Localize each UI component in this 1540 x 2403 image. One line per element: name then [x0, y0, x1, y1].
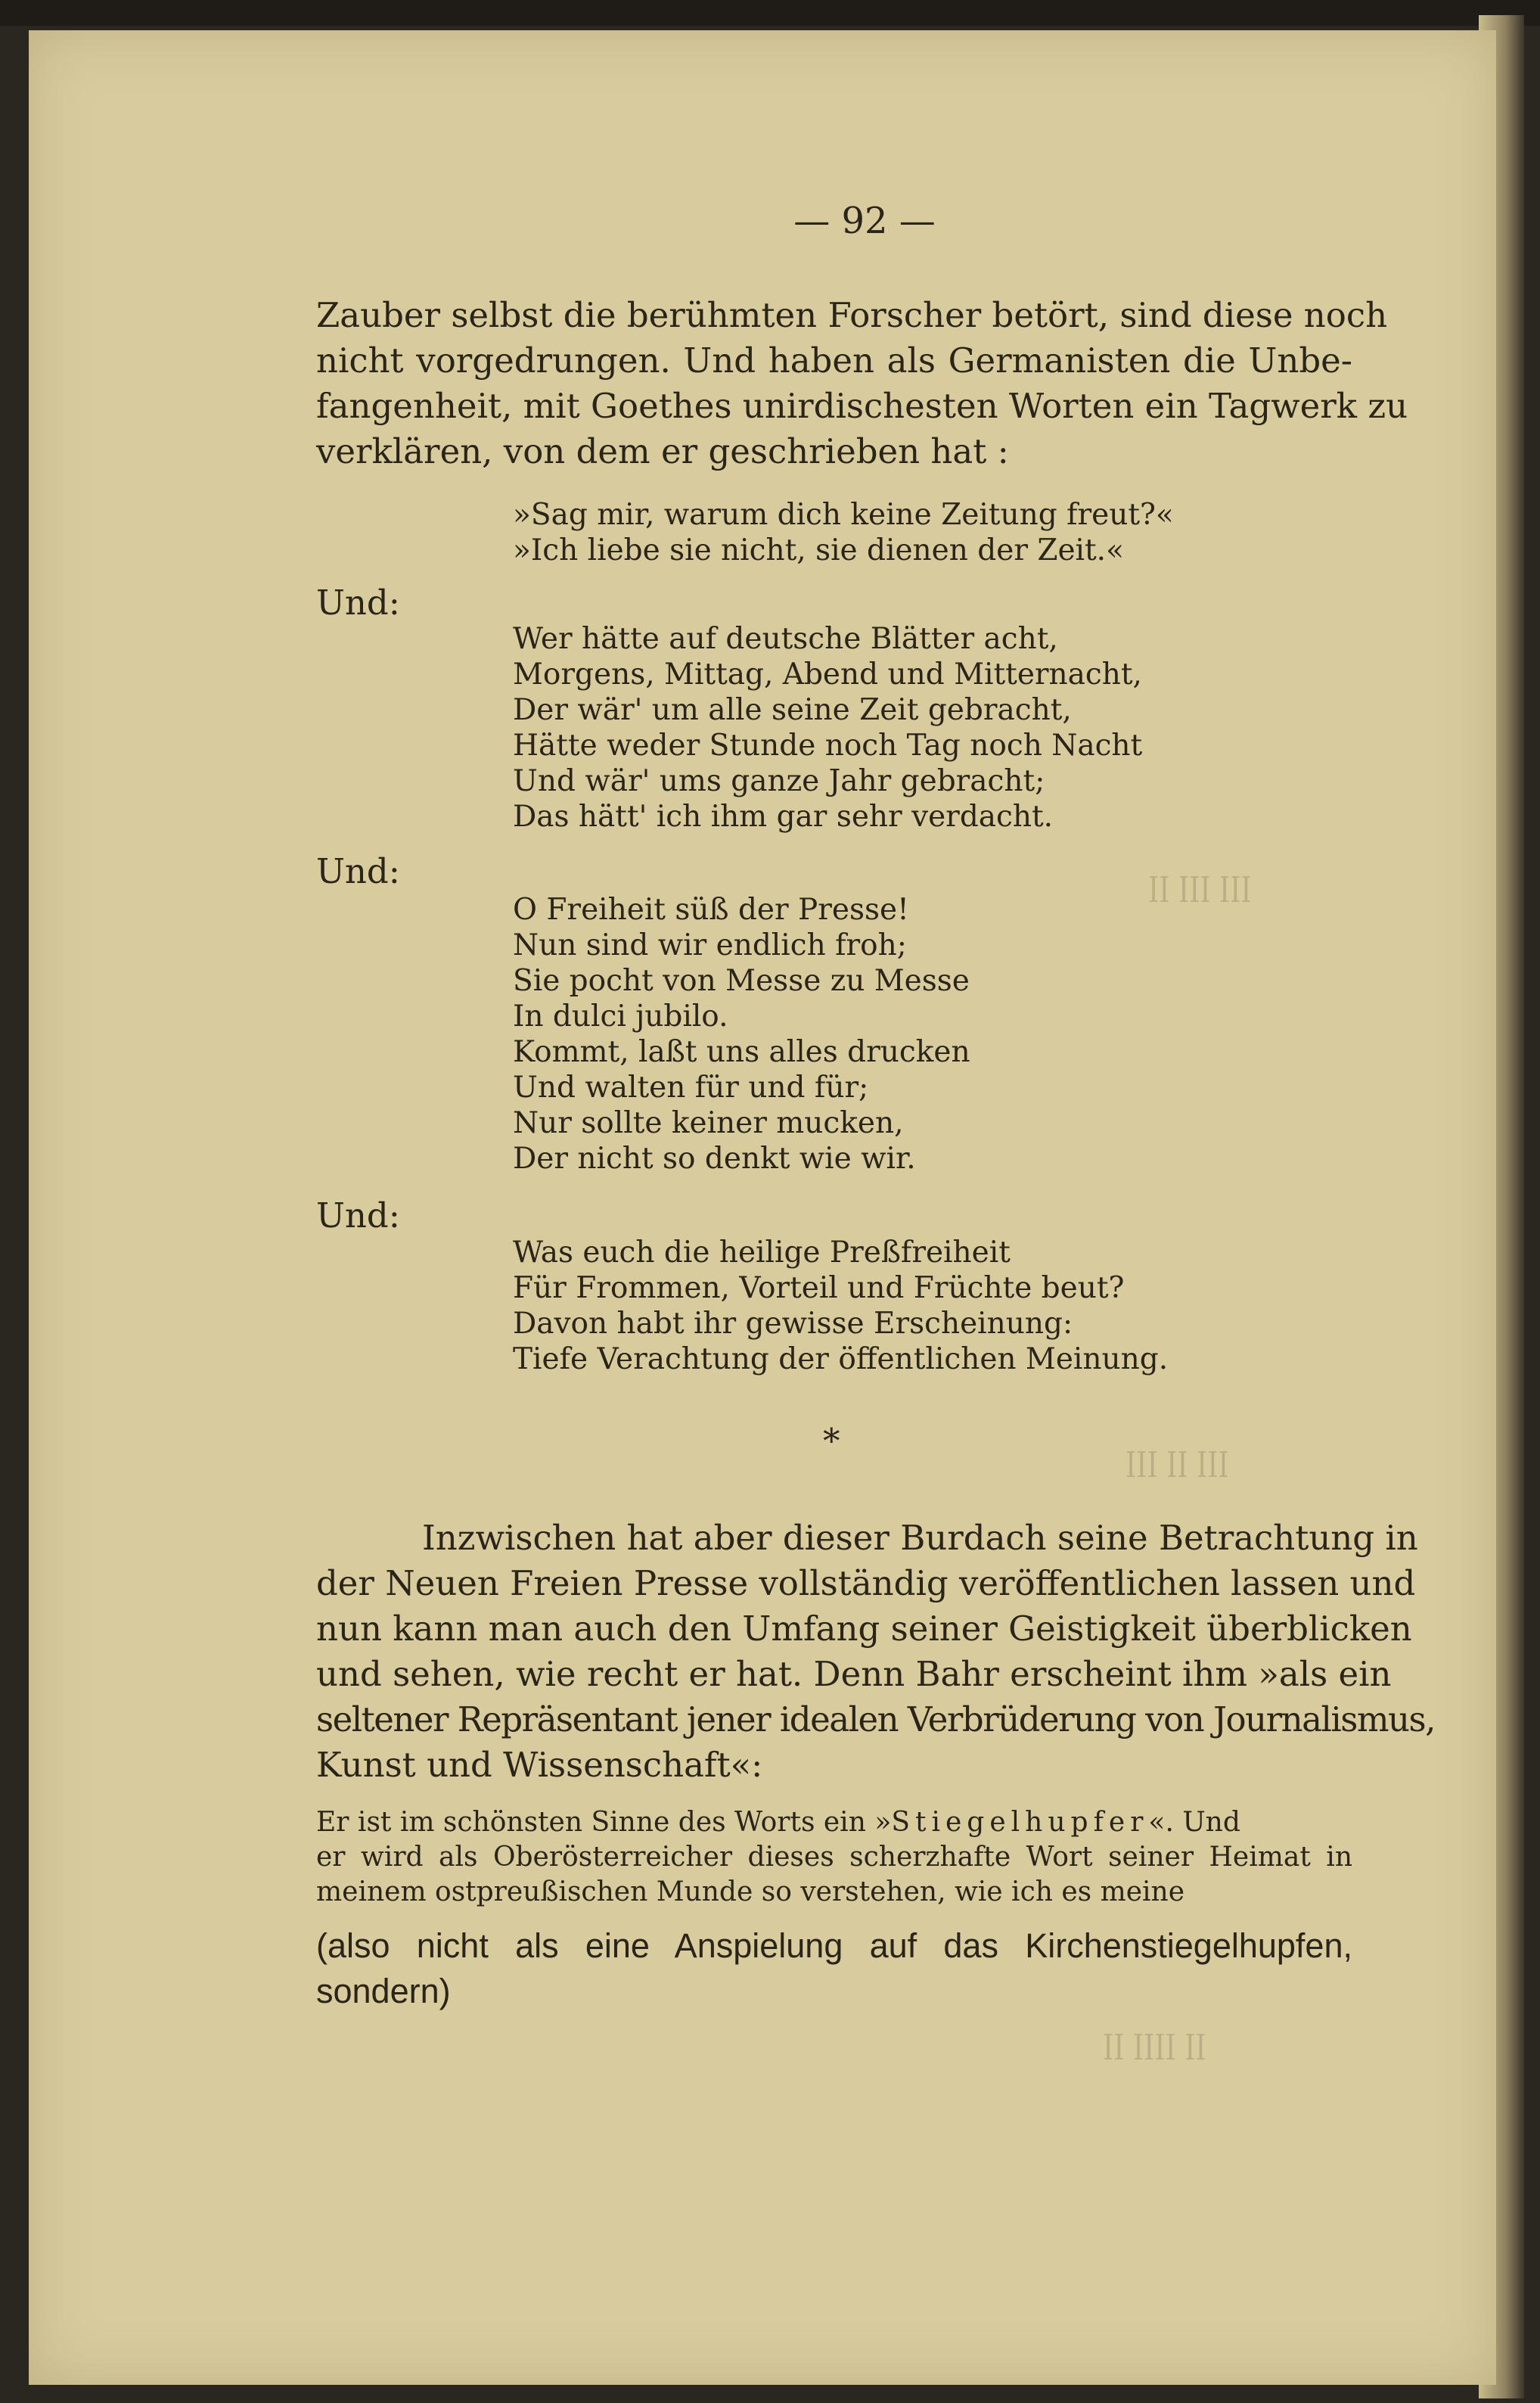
- verse-line: Was euch die heilige Preßfreiheit: [513, 1236, 1011, 1270]
- text-line: verklären, von dem er geschrieben hat :: [316, 431, 1009, 471]
- und-label: Und:: [316, 851, 400, 891]
- spaced-word: Stiegelhupfer: [891, 1807, 1149, 1838]
- verse-line: Kommt, laßt uns alles drucken: [513, 1035, 970, 1069]
- verse-line: Und walten für und für;: [513, 1071, 869, 1105]
- verse-line: Wer hätte auf deutsche Blätter acht,: [513, 622, 1058, 656]
- text-line: Kunst und Wissenschaft«:: [316, 1745, 763, 1785]
- text-line: der Neuen Freien Presse vollständig veröffentlichen lassen und: [316, 1563, 1416, 1603]
- section-separator: *: [823, 1421, 840, 1461]
- show-through-2: ꟾꟾꟾ ꟾꟾ ꟾꟾꟾ: [1126, 1453, 1229, 1484]
- verse-line: Der nicht so denkt wie wir.: [513, 1142, 916, 1176]
- note-line: sondern): [316, 1972, 451, 2010]
- quote-text: «. Und: [1148, 1807, 1240, 1838]
- text-line: nicht vorgedrungen. Und haben als Germanisten die Unbe-: [316, 340, 1352, 381]
- verse-line: Für Frommen, Vorteil und Früchte beut?: [513, 1271, 1125, 1305]
- und-label: Und:: [316, 583, 400, 623]
- quote-text: Er ist im schönsten Sinne des Worts ein »: [316, 1807, 892, 1838]
- verse-line: O Freiheit süß der Presse!: [513, 893, 909, 927]
- verse-line: Und wär' ums ganze Jahr gebracht;: [513, 764, 1045, 798]
- verse-line: Hätte weder Stunde noch Tag noch Nacht: [513, 729, 1143, 763]
- text-line: fangenheit, mit Goethes unirdischesten Worten ein Tagwerk zu: [316, 386, 1408, 426]
- verse-line: »Sag mir, warum dich keine Zeitung freut?«: [513, 498, 1174, 532]
- verse-line: »Ich liebe sie nicht, sie dienen der Zeit.«: [513, 533, 1124, 567]
- verse-line: Sie pocht von Messe zu Messe: [513, 964, 970, 998]
- text-line: Zauber selbst die berühmten Forscher betört, sind diese noch: [316, 295, 1388, 335]
- verse-line: Davon habt ihr gewisse Erscheinung:: [513, 1307, 1073, 1341]
- verse-line: Das hätt' ich ihm gar sehr verdacht.: [513, 800, 1054, 834]
- quote-line: er wird als Oberösterreicher dieses scherzhafte Wort seiner Heimat in: [316, 1842, 1352, 1873]
- verse-line: Tiefe Verachtung der öffentlichen Meinung.: [513, 1342, 1169, 1376]
- quote-line: [316, 1807, 1240, 1838]
- verse-line: Der wär' um alle seine Zeit gebracht,: [513, 693, 1072, 727]
- verse-line: Nun sind wir endlich froh;: [513, 928, 907, 962]
- page-number: — 92 —: [793, 200, 936, 242]
- top-background: [0, 0, 1540, 26]
- verse-line: Morgens, Mittag, Abend und Mitternacht,: [513, 657, 1142, 692]
- und-label: Und:: [316, 1195, 400, 1236]
- show-through-3: ꟾꟾ ꟾꟾꟾꟾ ꟾꟾ: [1103, 2035, 1206, 2066]
- book-page: [29, 30, 1496, 2385]
- note-line: (also nicht als eine Anspielung auf das Kirchenstiegelhupfen,: [316, 1926, 1352, 1965]
- text-line: Inzwischen hat aber dieser Burdach seine Betrachtung in: [422, 1518, 1418, 1558]
- text-line: und sehen, wie recht er hat. Denn Bahr erscheint ihm »als ein: [316, 1654, 1392, 1694]
- text-line: seltener Repräsentant jener idealen Verbrüderung von Journalismus,: [316, 1699, 1435, 1739]
- text-line: nun kann man auch den Umfang seiner Geistigkeit überblicken: [316, 1609, 1412, 1649]
- verse-line: Nur sollte keiner mucken,: [513, 1106, 904, 1140]
- verse-line: In dulci jubilo.: [513, 999, 728, 1034]
- quote-line: meinem ostpreußischen Munde so verstehen, wie ich es meine: [316, 1876, 1185, 1907]
- show-through-1: ꟾꟾ ꟾꟾꟾ ꟾꟾꟾ: [1148, 878, 1252, 909]
